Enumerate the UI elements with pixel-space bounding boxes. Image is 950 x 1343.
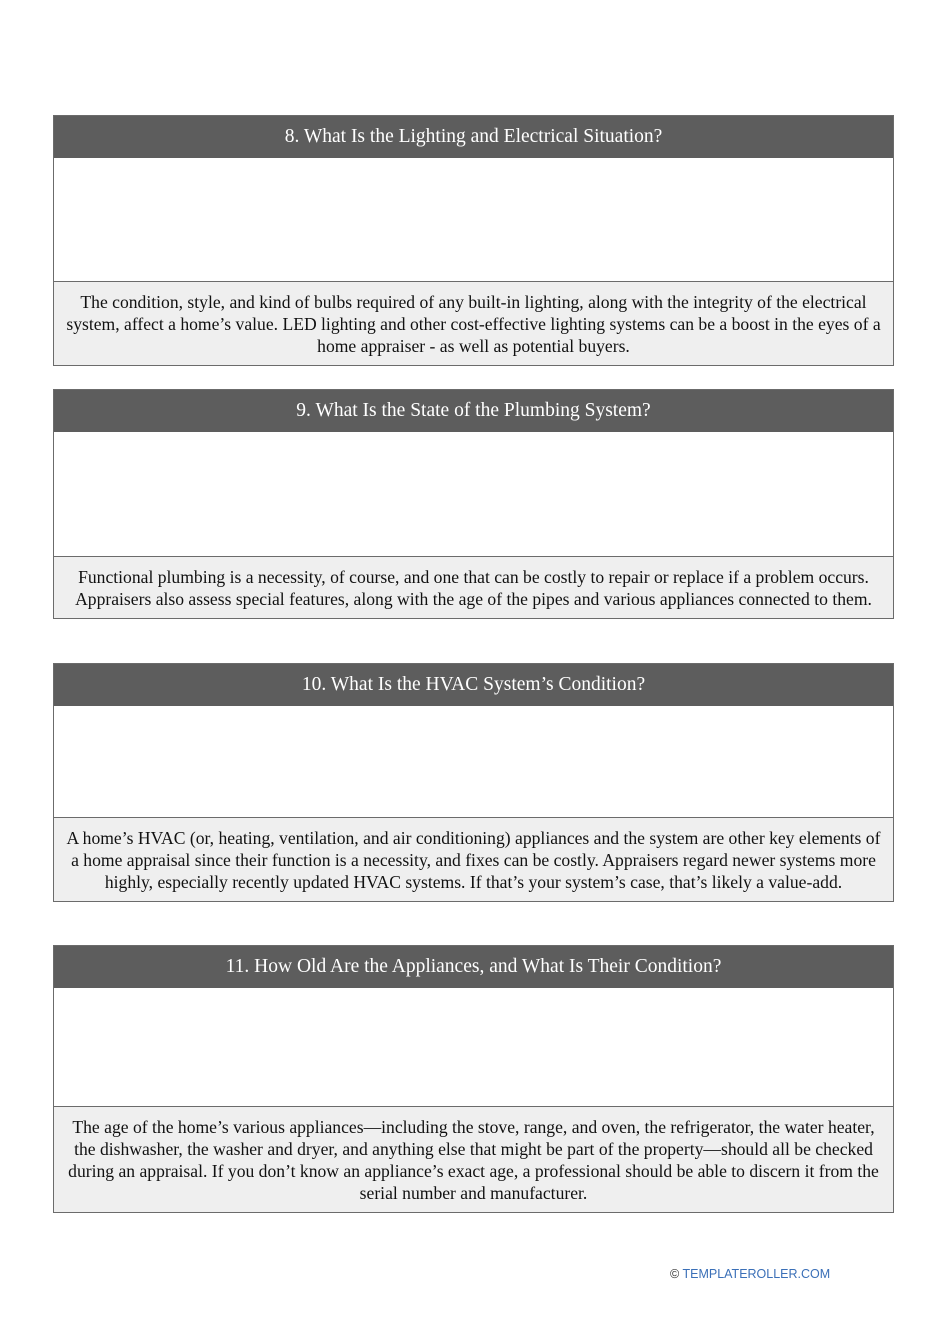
answer-field[interactable] — [54, 988, 893, 1107]
answer-field[interactable] — [54, 706, 893, 818]
section-appliances — [53, 945, 894, 1213]
section-description: The condition, style, and kind of bulbs required of any built-in lighting, along with the integrity of the electrical system, affect a home’s value. LED lighting and other cost-effective lighting systems can be a boost in the eyes of a home appraiser - as well as potential buyers. — [54, 282, 893, 365]
section-title: 9. What Is the State of the Plumbing System? — [54, 390, 893, 432]
section-hvac — [53, 663, 894, 902]
section-description: A home’s HVAC (or, heating, ventilation, and air conditioning) appliances and the system are other key elements of a home appraisal since their function is a necessity, and fixes can be costly. Appraisers regard newer systems more highly, especially recently updated HVAC systems. If that’s your system’s case, that’s likely a value-add. — [54, 818, 893, 901]
answer-field[interactable] — [54, 158, 893, 282]
section-plumbing — [53, 389, 894, 619]
section-title: 11. How Old Are the Appliances, and What Is Their Condition? — [54, 946, 893, 988]
section-lighting-electrical — [53, 115, 894, 366]
section-title: 10. What Is the HVAC System’s Condition? — [54, 664, 893, 706]
templateroller-link[interactable]: TEMPLATEROLLER.COM — [682, 1267, 831, 1281]
section-title: 8. What Is the Lighting and Electrical Situation? — [54, 116, 893, 158]
footer-credit — [670, 1267, 830, 1281]
section-description: The age of the home’s various appliances—including the stove, range, and oven, the refrigerator, the water heater, the dishwasher, the washer and dryer, and anything else that might be part of the property—should all be checked during an appraisal. If you don’t know an appliance’s exact age, a professional should be able to discern it from the serial number and manufacturer. — [54, 1107, 893, 1212]
answer-field[interactable] — [54, 432, 893, 557]
section-description: Functional plumbing is a necessity, of course, and one that can be costly to repair or replace if a problem occurs. Appraisers also assess special features, along with the age of the pipes and various appliances connected to them. — [54, 557, 893, 618]
copyright-symbol: © — [670, 1267, 680, 1281]
